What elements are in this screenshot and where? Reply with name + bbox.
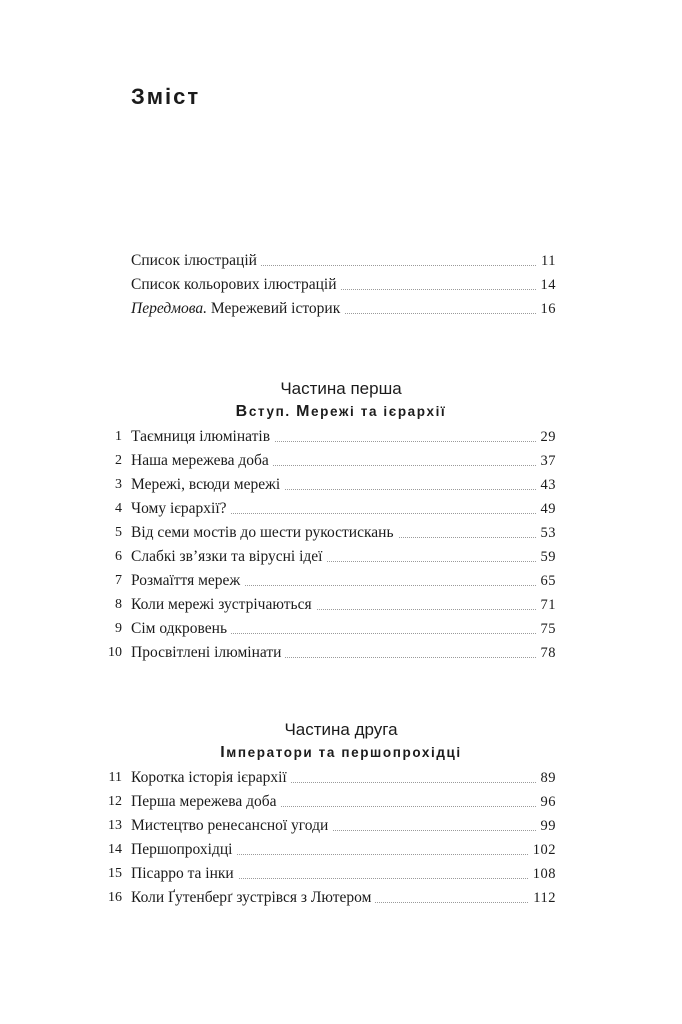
chapter-page: 99: [537, 815, 557, 837]
chapter-number: 10: [108, 645, 122, 660]
chapter-page: 65: [537, 570, 557, 592]
entry-title-rest: Мережевий історик: [207, 300, 341, 317]
chapter-title: Мистецтво ренесансної угоди: [131, 815, 332, 837]
chapter-title: Від семи мостів до шести рукостискань: [131, 522, 398, 544]
chapter-title: Коли мережі зустрічаються: [131, 594, 316, 616]
chapter-page: 59: [537, 546, 557, 568]
chapter-title: Коротка історія ієрархії: [131, 767, 291, 789]
entry-page: 16: [537, 298, 557, 320]
chapter-page: 43: [537, 474, 557, 496]
chapter-page: 29: [537, 426, 557, 448]
entry-title: Список ілюстрацій: [131, 250, 261, 272]
toc-chapter-entry[interactable]: [0, 474, 682, 496]
toc-chapter-entry[interactable]: [0, 839, 682, 861]
chapter-number: 15: [108, 866, 122, 881]
chapter-title: Перша мережева доба: [131, 791, 281, 813]
chapter-number: 3: [115, 477, 122, 492]
chapter-page: 71: [537, 594, 557, 616]
chapter-number: 6: [115, 549, 122, 564]
page-title: Зміст: [131, 84, 201, 109]
part-one-title: [0, 403, 682, 421]
chapter-page: 49: [537, 498, 557, 520]
chapter-title: Коли Ґутенберґ зустрівся з Лютером: [131, 887, 375, 909]
chapter-page: 75: [537, 618, 557, 640]
part-title-smallcaps: ережі та ієрархії: [311, 404, 447, 419]
chapter-number: 11: [108, 770, 122, 785]
chapter-title: Сім одкровень: [131, 618, 231, 640]
chapter-title: Мережі, всюди мережі: [131, 474, 284, 496]
chapter-page: 102: [529, 839, 556, 861]
part-title-cap: І: [220, 744, 227, 761]
entry-page: 14: [537, 274, 557, 296]
part-two-title: [0, 744, 682, 762]
chapter-title: Першопрохідці: [131, 839, 236, 861]
chapter-number: 7: [115, 573, 122, 588]
entry-title: Список кольорових ілюстрацій: [131, 274, 341, 296]
toc-entry-color-illustrations[interactable]: [0, 274, 682, 296]
chapter-number: 14: [108, 842, 122, 857]
chapter-title: Розмаїття мереж: [131, 570, 244, 592]
toc-chapter-entry[interactable]: [0, 863, 682, 885]
chapter-page: 78: [537, 642, 557, 664]
chapter-number: 2: [115, 453, 122, 468]
chapter-number: 12: [108, 794, 122, 809]
part-title-cap: В: [235, 403, 249, 420]
chapter-title: Просвітлені ілюмінати: [131, 642, 285, 664]
toc-chapter-entry[interactable]: [0, 594, 682, 616]
toc-chapter-entry[interactable]: [0, 642, 682, 664]
toc-chapter-entry[interactable]: [0, 815, 682, 837]
toc-chapter-entry[interactable]: [0, 498, 682, 520]
toc-entry-illustrations[interactable]: [0, 250, 682, 272]
toc-chapter-entry[interactable]: [0, 791, 682, 813]
chapter-page: 108: [529, 863, 556, 885]
toc-chapter-entry[interactable]: [0, 426, 682, 448]
part-title-smallcaps: ступ.: [248, 404, 297, 419]
chapter-number: 9: [115, 621, 122, 636]
toc-chapter-entry[interactable]: [0, 618, 682, 640]
chapter-number: 8: [115, 597, 122, 612]
chapter-title: Чому ієрархії?: [131, 498, 231, 520]
chapter-number: 1: [115, 429, 122, 444]
part-one-label: Частина перша: [280, 379, 402, 398]
part-title-smallcaps: мператори та першопрохідці: [226, 745, 462, 760]
entry-page: 11: [537, 250, 556, 272]
chapter-title: Наша мережева доба: [131, 450, 273, 472]
chapter-page: 53: [537, 522, 557, 544]
toc-chapter-entry[interactable]: [0, 767, 682, 789]
chapter-number: 4: [115, 501, 122, 516]
chapter-title: Пісарро та інки: [131, 863, 238, 885]
chapter-number: 5: [115, 525, 122, 540]
toc-chapter-entry[interactable]: [0, 887, 682, 909]
entry-title-italic: Передмова.: [131, 300, 208, 317]
toc-entry-preface[interactable]: [0, 298, 682, 320]
chapter-title: Слабкі зв’язки та вірусні ідеї: [131, 546, 326, 568]
chapter-number: 13: [108, 818, 122, 833]
entry-title: [131, 298, 344, 320]
toc-chapter-entry[interactable]: [0, 546, 682, 568]
chapter-page: 96: [537, 791, 557, 813]
part-title-cap: М: [296, 403, 311, 420]
toc-chapter-entry[interactable]: [0, 450, 682, 472]
chapter-title: Таємниця ілюмінатів: [131, 426, 274, 448]
chapter-page: 89: [537, 767, 557, 789]
chapter-page: 112: [529, 887, 556, 909]
part-two-label: Частина друга: [284, 720, 398, 739]
toc-chapter-entry[interactable]: [0, 570, 682, 592]
chapter-number: 16: [108, 890, 122, 905]
chapter-page: 37: [537, 450, 557, 472]
toc-chapter-entry[interactable]: [0, 522, 682, 544]
